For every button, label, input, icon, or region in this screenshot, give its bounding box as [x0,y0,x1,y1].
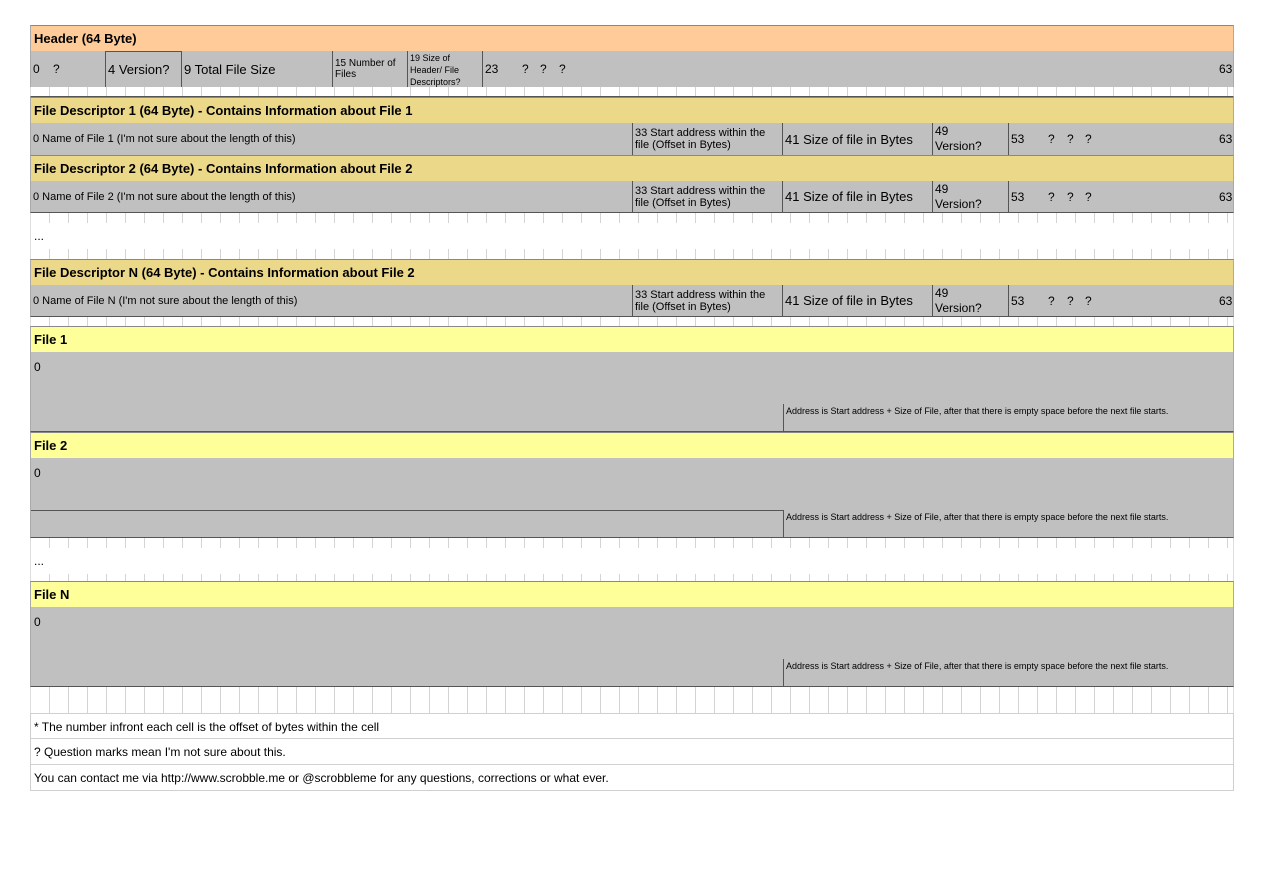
file-n-title: File N [30,581,1234,607]
descriptor-q3: ? [1085,293,1092,308]
spacer [30,687,1234,713]
descriptor-2-title: File Descriptor 2 (64 Byte) - Contains Information about File 2 [30,155,1234,181]
ellipsis: ... [30,223,1234,249]
descriptor-63: 63 [1219,189,1233,204]
descriptor-name: 0 Name of File 1 (I'm not sure about the length of this) [33,133,296,145]
descriptor-53: 53 [1008,123,1046,155]
header-cell-q2: ? [540,62,547,76]
descriptor-q2: ? [1067,132,1074,146]
file-1-body [30,352,1234,432]
spacer [30,574,1234,581]
descriptor-53: 53 [1008,285,1046,316]
descriptor-1-row [30,123,1234,155]
header-cell-number-files: 15 Number of Files [332,51,407,87]
header-cell-q: ? [53,62,60,76]
descriptor-q2: ? [1067,293,1074,308]
descriptor-version: 49 Version? [932,181,988,212]
file-end-note: Address is Start address + Size of File, after that there is empty space before the next file starts. [783,659,1235,686]
header-cell-0: 0 [33,62,40,76]
header-cell-63: 63 [1219,62,1233,76]
descriptor-name: 0 Name of File 2 (I'm not sure about the length of this) [33,190,296,203]
file-end-note: Address is Start address + Size of File, after that there is empty space before the next file starts. [783,404,1235,431]
descriptor-size: 41 Size of file in Bytes [782,181,932,212]
note-contact: You can contact me via http://www.scrobble.me or @scrobbleme for any questions, corrections or what ever. [30,765,1234,791]
descriptor-version: 49 Version? [932,123,988,155]
descriptor-size: 41 Size of file in Bytes [782,123,932,155]
header-title: Header (64 Byte) [30,25,1234,51]
file-n-body [30,607,1234,687]
spacer [30,317,1234,326]
header-cell-total-size: 9 Total File Size [181,51,332,87]
spacer [30,249,1234,259]
spacer [30,87,1234,97]
descriptor-version: 49 Version? [932,285,988,316]
descriptor-start: 33 Start address within the file (Offset in Bytes) [632,181,782,212]
descriptor-63: 63 [1219,132,1233,146]
descriptor-start: 33 Start address within the file (Offset in Bytes) [632,285,782,316]
file-1-title: File 1 [30,326,1234,352]
header-cell-q1: ? [522,62,529,76]
descriptor-1-title: File Descriptor 1 (64 Byte) - Contains Information about File 1 [30,97,1234,123]
note-offset: * The number infront each cell is the offset of bytes within the cell [30,713,1234,739]
note-question-marks: ? Question marks mean I'm not sure about this. [30,739,1234,765]
file-divider [31,510,783,511]
descriptor-q3: ? [1085,132,1092,146]
descriptor-q3: ? [1085,189,1092,204]
file-offset: 0 [34,615,41,629]
header-cell-23: 23 [482,51,520,87]
header-cell-version: 4 Version? [105,51,181,87]
header-cell-size-header: 19 Size of Header/ File Descriptors? [407,51,482,87]
file-2-title: File 2 [30,432,1234,458]
spacer [30,213,1234,223]
descriptor-n-title: File Descriptor N (64 Byte) - Contains Information about File 2 [30,259,1234,285]
descriptor-n-row [30,285,1234,317]
descriptor-size: 41 Size of file in Bytes [782,285,932,316]
descriptor-q1: ? [1048,189,1055,204]
file-offset: 0 [34,466,41,480]
ellipsis: ... [30,548,1234,574]
header-cell-q3: ? [559,62,566,76]
file-offset: 0 [34,360,41,374]
descriptor-start: 33 Start address within the file (Offset in Bytes) [632,123,782,155]
spreadsheet [30,25,1234,791]
file-2-body [30,458,1234,538]
descriptor-q1: ? [1048,132,1055,146]
file-end-note: Address is Start address + Size of File, after that there is empty space before the next file starts. [783,510,1235,537]
descriptor-q1: ? [1048,293,1055,308]
header-row [30,51,1234,87]
descriptor-2-row [30,181,1234,213]
descriptor-63: 63 [1219,293,1233,308]
descriptor-53: 53 [1008,181,1046,212]
descriptor-name: 0 Name of File N (I'm not sure about the length of this) [33,294,298,307]
descriptor-q2: ? [1067,189,1074,204]
spacer [30,538,1234,548]
